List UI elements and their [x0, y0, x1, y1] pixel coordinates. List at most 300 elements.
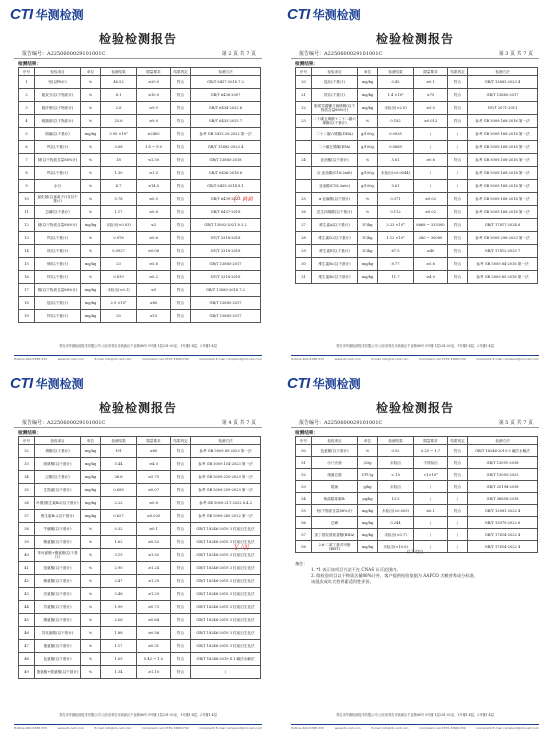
test-item: 生物素(以干基计) — [35, 484, 81, 497]
row-number: 16 — [19, 271, 35, 284]
limit: ≥2400 — [137, 128, 171, 141]
test-item: 二十二碳六烯酸(DHA) — [312, 128, 358, 141]
table-row — [296, 258, 538, 271]
unit: % — [81, 666, 101, 679]
row-number: 3 — [19, 102, 35, 115]
divider — [291, 58, 539, 59]
test-method: GB/T 6435-2014 8.1 — [191, 180, 261, 193]
judgement: 符合 — [171, 458, 191, 471]
column-header: 检测结果 — [101, 68, 137, 76]
test-method: GB/T 18246-2019 4.1 碱法水解法 — [191, 653, 261, 666]
table-row — [19, 232, 261, 245]
test-method: NY/T 2071-2011 — [468, 102, 538, 115]
limit: ≥0.07 — [137, 484, 171, 497]
test-item: 粗纤维(以干物质计) — [35, 102, 81, 115]
cti-logo: CTI 华测检测 — [10, 374, 84, 392]
test-result: 1.4 ×10² — [378, 89, 414, 102]
test-result: < 10 — [378, 469, 414, 481]
unit: CFU/g — [358, 469, 378, 481]
test-result: 0.32 — [101, 523, 137, 536]
judgement: 符合 — [171, 549, 191, 562]
test-method: GB/T 18246-2019 3 柱前衍生化法 — [191, 549, 261, 562]
row-number: 29 — [296, 245, 312, 258]
unit: g/100g — [358, 128, 378, 141]
test-method: GB/T 13885-2017 — [191, 310, 261, 323]
test-item: 维生素D₃(以干基计) — [312, 232, 358, 245]
test-method: GB/T 6439-2023 — [191, 193, 261, 206]
limit: 6668 ~ 333300 — [414, 219, 448, 232]
test-item: 牛磺酸(以干基计) — [35, 523, 81, 536]
limit: ≤2 — [137, 219, 171, 232]
row-number: 42 — [19, 575, 35, 588]
limit: ≥0.31 — [137, 640, 171, 653]
section-label: 检测结果： — [18, 62, 41, 67]
table-row — [19, 284, 261, 297]
row-number: 52 — [296, 469, 312, 481]
test-item: 钙(以干基计) — [35, 232, 81, 245]
limit: ≥4.0 — [414, 271, 448, 284]
test-method: 参考 GB 5009.168-2016 第一法 — [468, 180, 538, 193]
row-number: 26 — [296, 206, 312, 219]
judgement: 符合 — [448, 505, 468, 517]
judgement: 符合 — [448, 102, 468, 115]
report-number: 报告编号：A2250600029101001C — [299, 420, 383, 426]
remarks — [295, 561, 535, 585]
row-number: 58 — [296, 541, 312, 553]
test-item: 异亮氨酸(以干基计) — [35, 627, 81, 640]
table-row — [19, 601, 261, 614]
row-number: 44 — [19, 601, 35, 614]
test-result: 1.99 — [101, 601, 137, 614]
limit: ≥0.73 — [137, 601, 171, 614]
limit: ≥0.8 — [137, 206, 171, 219]
test-result: 未检出 — [378, 481, 414, 493]
unit: mg/kg — [358, 271, 378, 284]
unit: % — [81, 627, 101, 640]
unit: g/100g — [358, 180, 378, 193]
test-item: 蛋氨酸(以干基计) — [35, 640, 81, 653]
remark-line: 2. 除检验项目以干物质含量88%计外，客户提供检验依据为 AAFCO 犬粮营养成分标准， — [311, 573, 478, 578]
unit: % — [81, 89, 101, 102]
limit: ≥9.0 — [137, 115, 171, 128]
test-item: 锰(以干基计) — [312, 76, 358, 89]
judgement: 符合 — [448, 115, 468, 128]
test-item: α-亚麻酸(以干基计) — [312, 193, 358, 206]
end-of-table-note: 以下空白 — [406, 549, 424, 554]
table-header-row — [296, 437, 538, 445]
judgement: / — [448, 128, 468, 141]
row-number: 45 — [19, 614, 35, 627]
test-item: 反-亚油酸(C18:2n6t) — [312, 167, 358, 180]
section-label: 检测结果： — [18, 431, 41, 436]
test-method: GB/T 17812-2025 7 — [468, 245, 538, 258]
row-number — [296, 128, 312, 141]
judgement: 符合 — [171, 588, 191, 601]
divider — [14, 58, 262, 59]
test-item: 维生素B₁₂(以干基计) — [35, 510, 81, 523]
judgement: 符合 — [171, 154, 191, 167]
unit: % — [358, 154, 378, 167]
unit: % — [81, 76, 101, 89]
test-result: 2.06 — [101, 614, 137, 627]
table-row — [19, 458, 261, 471]
divider — [14, 427, 262, 428]
table-header-row — [296, 68, 538, 76]
test-method: GB/T 13885-2017 — [191, 297, 261, 310]
row-number: 4 — [19, 115, 35, 128]
limit: 不得检出 — [414, 457, 448, 469]
test-item: 钠(以干物质含量88%计) — [35, 219, 81, 232]
test-method: 参考 GB 5009.168-2016 第一法 — [468, 206, 538, 219]
judgement: 符合 — [171, 510, 191, 523]
column-header: 序号 — [19, 437, 35, 445]
limit: ≤10.0 — [137, 89, 171, 102]
column-header: 单位 — [358, 68, 378, 76]
row-number: 27 — [296, 219, 312, 232]
column-header: 单位 — [81, 68, 101, 76]
test-method: GB/T 6434-2022 6 — [191, 102, 261, 115]
test-item: 水分 — [35, 180, 81, 193]
column-header: 限量要求 — [137, 68, 171, 76]
test-result: 0.0889 — [378, 141, 414, 154]
test-item: 精氨酸(以干基计) — [35, 536, 81, 549]
test-result: 0.244 — [378, 517, 414, 529]
limit: ≥1.29 — [137, 575, 171, 588]
test-method: GB/T 6433-2025 7 — [191, 115, 261, 128]
test-item: 钙(以干基计) — [35, 141, 81, 154]
column-header: 单位 — [81, 437, 101, 445]
limit: ≥1.10 — [137, 666, 171, 679]
unit: mg/kg — [81, 445, 101, 458]
table-row — [19, 115, 261, 128]
row-number: 33 — [19, 458, 35, 471]
limit: ≥1.24 — [137, 562, 171, 575]
test-result: 2.9 ×10² — [101, 297, 137, 310]
unit: % — [81, 562, 101, 575]
test-method: NY/T 3318-2018 — [191, 245, 261, 258]
column-header: 检测方法 — [191, 68, 261, 76]
test-method: / — [191, 666, 261, 679]
table-row — [19, 562, 261, 575]
unit: % — [81, 614, 101, 627]
limit: ≥40 — [414, 245, 448, 258]
judgement: / — [448, 517, 468, 529]
row-number: 17 — [19, 284, 35, 297]
unit: mg/kg — [358, 529, 378, 541]
test-item: 蛋氨酸+胱氨酸(以干基计) — [35, 666, 81, 679]
row-number: 40 — [19, 549, 35, 562]
table-row — [296, 115, 538, 128]
row-number: 2 — [19, 89, 35, 102]
unit: % — [81, 232, 101, 245]
row-number: 1 — [19, 76, 35, 89]
table-row — [19, 297, 261, 310]
judgement: 符合 — [171, 284, 191, 297]
test-method: GB/T 18246-2019 3 柱前衍生化法 — [191, 640, 261, 653]
table-row — [296, 529, 538, 541]
table-row — [19, 258, 261, 271]
test-method: 参考 GB 5413.20-2022 第一法 — [191, 128, 261, 141]
test-method: 参考 GB 5009.84-2016 第一法 — [468, 258, 538, 271]
row-number: 7 — [19, 154, 35, 167]
row-number: 43 — [19, 588, 35, 601]
test-item: 锰(以干基计) — [35, 297, 81, 310]
test-item: 总磷(以干基计) — [35, 206, 81, 219]
test-method: 参考 GB 5009.296-2023 第一法 — [468, 232, 538, 245]
results-table — [18, 67, 261, 323]
judgement: 符合 — [171, 640, 191, 653]
row-number: 34 — [19, 471, 35, 484]
judgement: 符合 — [171, 245, 191, 258]
test-result: 未检出(<0.03) — [101, 219, 137, 232]
limit: / — [414, 493, 448, 505]
test-result: 0.819 — [101, 271, 137, 284]
page-number: 第 4 页 共 7 页 — [221, 420, 256, 426]
row-number: 36 — [19, 497, 35, 510]
unit: % — [81, 102, 101, 115]
limit: / — [414, 481, 448, 493]
table-row — [19, 102, 261, 115]
row-number: 55 — [296, 505, 312, 517]
red-stamp-mark: Y ^N — [234, 543, 250, 552]
row-number: 6 — [19, 141, 35, 154]
unit: g/100g — [358, 141, 378, 154]
judgement: 符合 — [171, 601, 191, 614]
table-row — [296, 102, 538, 115]
test-method: GB/T 6438-2007 — [191, 89, 261, 102]
table-row — [19, 484, 261, 497]
report-title: 检验检测报告 — [375, 401, 454, 415]
test-result: 0.0935 — [378, 128, 414, 141]
limit: ≥0.56 — [137, 627, 171, 640]
report-number: 报告编号：A2250600029101001C — [22, 420, 106, 426]
page-number: 第 3 页 共 7 页 — [498, 51, 533, 57]
table-row — [296, 481, 538, 493]
test-item: 氯化钠(以氯离子计)(以干基计) — [35, 193, 81, 206]
table-row — [19, 614, 261, 627]
test-method: 参考 GB 5009.259-2023 第一法 — [191, 484, 261, 497]
test-result: 1.62 — [101, 536, 137, 549]
test-result: 未检出(<10.0) — [378, 541, 414, 553]
unit: % — [81, 523, 101, 536]
test-item: 锌(以干基计) — [35, 310, 81, 323]
test-item: 亚油酸(以干基计) — [312, 154, 358, 167]
row-number: 51 — [296, 457, 312, 469]
judgement: / — [448, 141, 468, 154]
report-number: 报告编号：A2250600029101001C — [299, 51, 383, 57]
test-result: 3.95 ×10³ — [101, 128, 137, 141]
unit: mg/kg — [81, 484, 101, 497]
limit: / — [414, 180, 448, 193]
limit: ≥5.6 — [414, 258, 448, 271]
table-row — [19, 536, 261, 549]
footer-org: 青岛市华测检测技术有限公司 山东省青岛市高新区千业路88号 5号楼 1层201-02室，1号楼1-4层，2号楼1-4层 — [336, 344, 494, 348]
table-row — [19, 154, 261, 167]
test-item: 色氨酸(以干基计) — [35, 653, 81, 666]
test-item: 2,6-二叔丁基对甲酚(BHT) — [312, 541, 358, 553]
results-table — [295, 67, 538, 284]
column-header: 结果判定 — [171, 437, 191, 445]
judgement: 符合 — [448, 445, 468, 457]
column-header: 检测结果 — [101, 437, 137, 445]
row-number: 57 — [296, 529, 312, 541]
test-method: GB/T 18246-2019 3 柱前衍生化法 — [191, 588, 261, 601]
judgement: 符合 — [171, 89, 191, 102]
test-method: GB/T 13883-2023 4 — [468, 76, 538, 89]
table-row — [296, 89, 538, 102]
table-row — [19, 497, 261, 510]
judgement: 符合 — [448, 206, 468, 219]
table-row — [296, 493, 538, 505]
row-number: 8 — [19, 167, 35, 180]
test-result: 67.5 — [378, 245, 414, 258]
test-method: 参考 GB 5009.85-2016 第一法 — [468, 271, 538, 284]
test-item: 总砷 — [312, 517, 358, 529]
judgement: 符合 — [448, 271, 468, 284]
row-number: 41 — [19, 562, 35, 575]
judgement: 符合 — [448, 154, 468, 167]
unit: % — [81, 245, 101, 258]
test-result: 20 — [101, 310, 137, 323]
test-item: 粗脂肪(以干物质计) — [35, 115, 81, 128]
judgement: 符合 — [171, 523, 191, 536]
limit: ≤5 — [137, 284, 171, 297]
test-result: 0.182 — [378, 115, 414, 128]
column-header: 检测方法 — [468, 68, 538, 76]
limit: 280 ~ 30080 — [414, 232, 448, 245]
row-number: 50 — [296, 445, 312, 457]
limit: ≥1.0 — [137, 167, 171, 180]
test-result: 0.42 — [378, 76, 414, 89]
table-row — [296, 245, 538, 258]
test-result: 3.47 — [101, 575, 137, 588]
table-row — [19, 141, 261, 154]
row-number: 39 — [19, 536, 35, 549]
test-item: 苯丙氨酸+酪氨酸(以干基计) — [35, 549, 81, 562]
row-number: 18 — [19, 297, 35, 310]
test-method: 参考 GB 5009.89-2023 第一法 — [191, 445, 261, 458]
footer-contact: Hotline 400-6788-333 www.cti-cert.com E-mail info@cti-cert.com Complaint call 0755-33681700 Complaint E-mail complaint@cti-cert.com — [291, 357, 539, 361]
results-table — [18, 436, 261, 679]
judgement: 符合 — [171, 76, 191, 89]
test-result: 0.0927 — [101, 245, 137, 258]
test-result: 1.34 — [101, 666, 137, 679]
row-number: 24 — [296, 154, 312, 167]
table-row — [19, 76, 261, 89]
test-method: GB/T 13079-2022 6 — [468, 517, 538, 529]
report-title: 检验检测报告 — [375, 32, 454, 46]
test-item: 铁(以干基计) — [35, 245, 81, 258]
table-row — [19, 653, 261, 666]
test-method: GB/T 13080-2018 7.2 — [191, 284, 261, 297]
judgement: 符合 — [171, 102, 191, 115]
footer-contact: Hotline 400-6788-333 www.cti-cert.com E-mail info@cti-cert.com Complaint call 0755-33681700 Complaint E-mail complaint@cti-cert.com — [14, 357, 262, 361]
test-method: GB/T 36858-2018 — [468, 493, 538, 505]
unit: mg/kg — [81, 497, 101, 510]
judgement: 符合 — [448, 469, 468, 481]
column-header: 检验项目 — [312, 437, 358, 445]
column-header: 序号 — [296, 68, 312, 76]
test-item: 维生素B₂(以干基计) — [312, 271, 358, 284]
section-label: 检测结果： — [295, 62, 318, 67]
table-row — [19, 245, 261, 258]
test-item: 缬氨酸(以干基计) — [35, 614, 81, 627]
judgement: / — [448, 493, 468, 505]
row-number: 10 — [19, 193, 35, 206]
unit: mg/kg — [81, 458, 101, 471]
test-method: GB/T 13885-2017 — [191, 258, 261, 271]
test-method: GB/T 13082-2021 8.3.2 — [191, 219, 261, 232]
row-number: 21 — [296, 89, 312, 102]
red-stamp-mark: (^ ฅฅ — [234, 194, 253, 203]
limit: ≥0.1 — [414, 76, 448, 89]
row-number: 37 — [19, 510, 35, 523]
test-item: 脱氧雪腐镰刀菌烯醇(以干物质含量88%计) — [312, 102, 358, 115]
test-item: 泛酸(以干基计) — [35, 471, 81, 484]
row-number: 28 — [296, 232, 312, 245]
table-row — [19, 89, 261, 102]
test-item: 维生素E(以干基计) — [312, 245, 358, 258]
judgement: 符合 — [171, 193, 191, 206]
test-result: 0.627 — [101, 510, 137, 523]
judgement: 符合 — [448, 219, 468, 232]
table-row — [296, 128, 538, 141]
test-method: 参考 GB 5009.168-2016 第一法 — [468, 167, 538, 180]
unit: mg/kg — [81, 310, 101, 323]
test-result: 0.371 — [378, 193, 414, 206]
limit: ≥1.29 — [137, 588, 171, 601]
test-result: 5.44 — [101, 458, 137, 471]
judgement: 符合 — [448, 76, 468, 89]
judgement: 符合 — [171, 627, 191, 640]
judgement: 符合 — [448, 481, 468, 493]
unit: mg/kg — [81, 297, 101, 310]
test-result: 46.52 — [101, 76, 137, 89]
limit: ≥0.012 — [414, 115, 448, 128]
test-result: 未检出(<0.1) — [101, 284, 137, 297]
judgement: 符合 — [171, 310, 191, 323]
test-method: GB/T 17614-2022 4 — [468, 529, 538, 541]
test-item: 维生素A(以干基计) — [312, 219, 358, 232]
unit: mg/kg — [81, 284, 101, 297]
test-item: 叶酸(维生素B₉)(以干基计) — [35, 497, 81, 510]
test-result: 1.17 — [101, 206, 137, 219]
judgement: 符合 — [171, 575, 191, 588]
limit: / — [414, 529, 448, 541]
test-item: 镉(以干物质含量88%计) — [35, 284, 81, 297]
limit: 0.25 ~ 1.7 — [414, 445, 448, 457]
test-method: 参考 GB 5009.168-2016 第一法 — [468, 193, 538, 206]
test-result: 2.22 — [101, 497, 137, 510]
judgement: 符合 — [171, 471, 191, 484]
test-result: 未检出 — [378, 457, 414, 469]
test-method: GB/T 20194-2018 — [468, 481, 538, 493]
judgement: / — [448, 180, 468, 193]
limit: ≥1.92 — [137, 549, 171, 562]
unit: % — [81, 167, 101, 180]
test-item: 亚油酸(C18:2n6c) — [312, 180, 358, 193]
report-page-4 — [283, 373, 547, 731]
limit: ≥0.02 — [414, 206, 448, 219]
test-item: 铅(干物质含量88%计) — [312, 505, 358, 517]
table-row — [19, 588, 261, 601]
table-row — [296, 505, 538, 517]
row-number: 49 — [19, 666, 35, 679]
limit: ≥0.6 — [414, 154, 448, 167]
unit: IU/kg — [358, 245, 378, 258]
unit: mg/kg — [358, 505, 378, 517]
test-item: 赖氨酸(以干基计) — [35, 575, 81, 588]
